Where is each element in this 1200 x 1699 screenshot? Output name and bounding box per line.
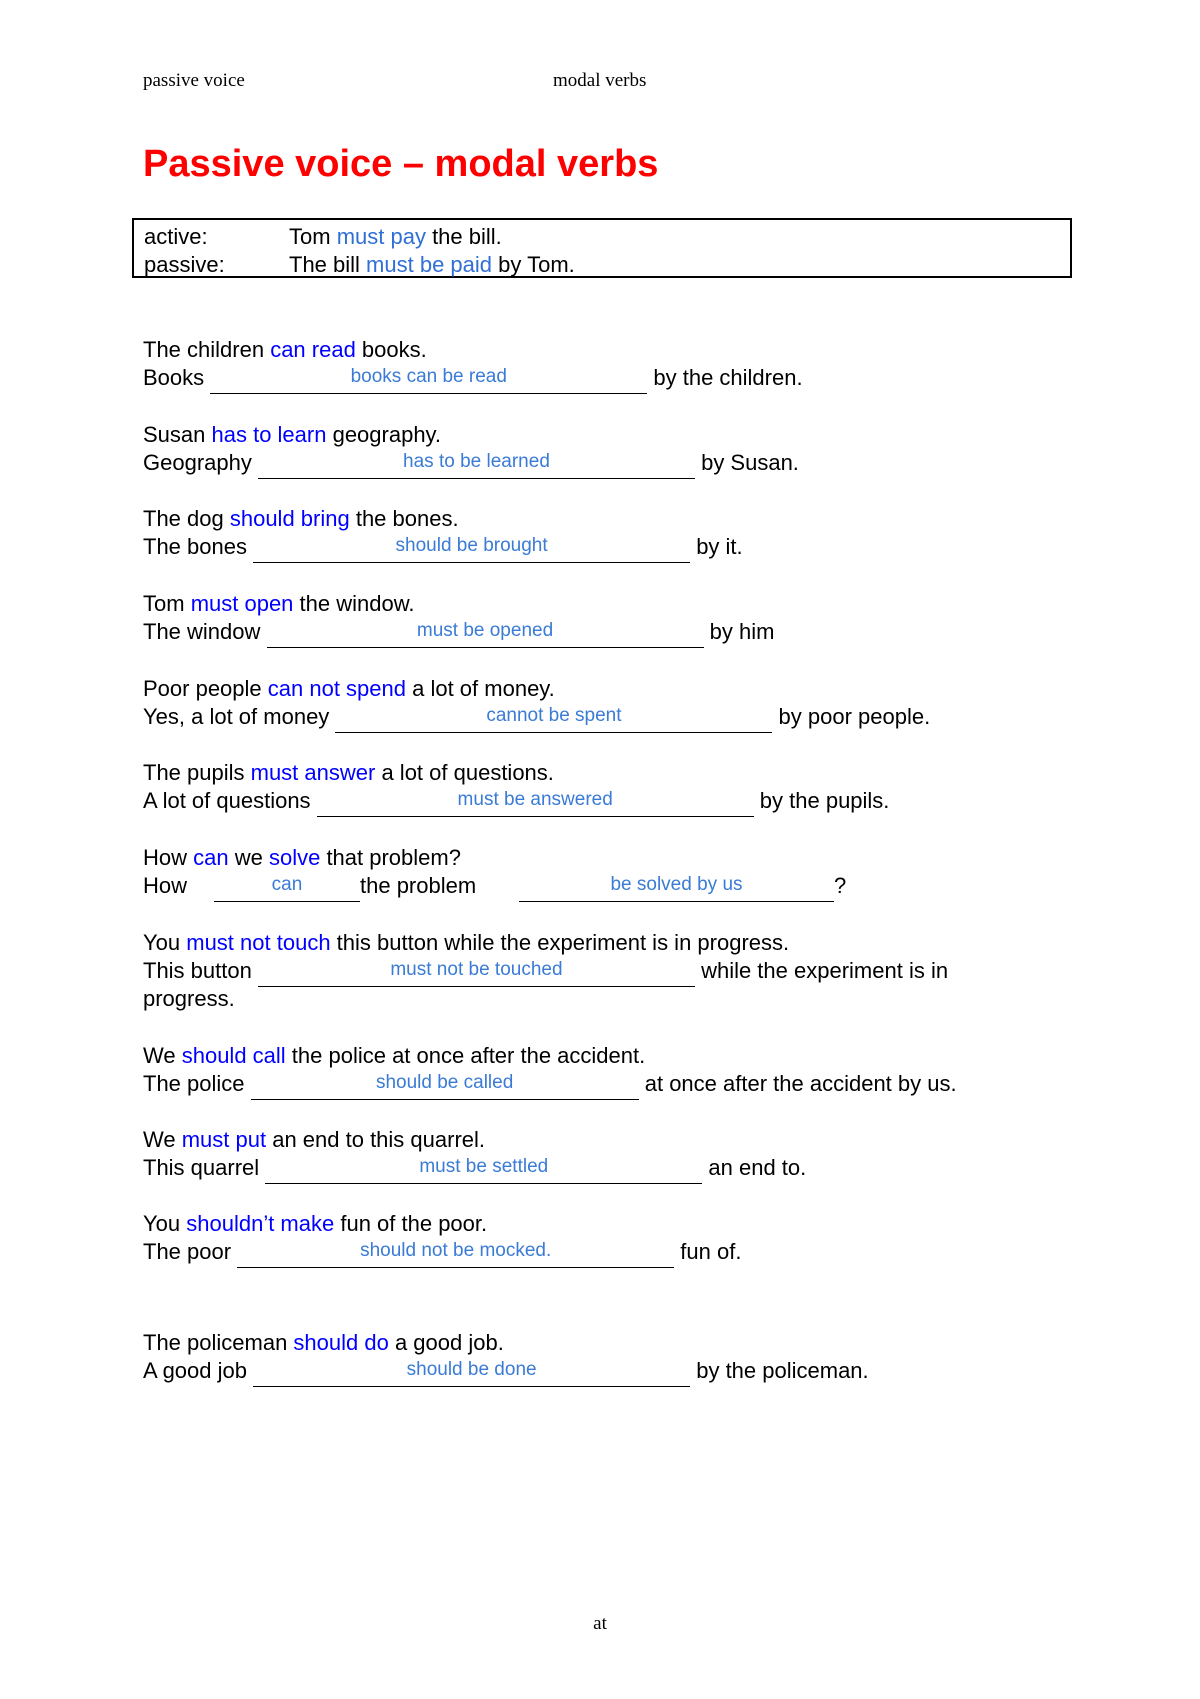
exercise-answer-line xyxy=(143,364,1073,392)
answer-text: must be opened xyxy=(416,620,554,641)
exercise-answer-line xyxy=(143,703,1073,731)
exercise-answer-line xyxy=(143,533,1073,561)
sentence-text: books. xyxy=(355,337,427,362)
exercise-answer-line xyxy=(143,1238,1073,1266)
exercise-item xyxy=(143,1210,1073,1266)
exercise-sentence xyxy=(143,505,1073,533)
sentence-text: You xyxy=(143,930,187,955)
sentence-text: Poor people xyxy=(143,676,268,701)
sentence-text: The dog xyxy=(143,506,230,531)
answer-blank xyxy=(237,1239,674,1268)
answer-suffix: ? xyxy=(834,873,847,898)
exercise-item xyxy=(143,421,1073,477)
example-box xyxy=(132,218,1072,278)
exercise-answer-line xyxy=(143,618,1073,646)
answer-blank xyxy=(317,788,754,817)
example-active-pre: Tom xyxy=(289,224,337,249)
sentence-text: the bones. xyxy=(349,506,459,531)
answer-prefix: A good job xyxy=(143,1358,254,1383)
modal-verb: must open xyxy=(190,591,294,616)
page-footer: at xyxy=(593,1613,607,1634)
answer-prefix: The poor xyxy=(143,1239,238,1264)
exercise-item xyxy=(143,590,1073,646)
exercise-item xyxy=(143,1329,1073,1385)
answer-blank xyxy=(251,1071,639,1100)
answer-suffix: an end to. xyxy=(702,1155,807,1180)
answer-text: can xyxy=(271,874,303,895)
exercise-item xyxy=(143,336,1073,392)
answer-text: has to be learned xyxy=(403,451,550,472)
modal-verb: must answer xyxy=(250,760,376,785)
modal-verb: can not spend xyxy=(267,676,406,701)
exercise-item xyxy=(143,1126,1073,1182)
main-verb: solve xyxy=(268,845,321,870)
answer-suffix: by it. xyxy=(690,534,743,559)
example-active-post: the bill. xyxy=(425,224,502,249)
sentence-text: You xyxy=(143,1211,187,1236)
sentence-text: we xyxy=(228,845,269,870)
exercise-item xyxy=(143,759,1073,815)
example-active xyxy=(144,223,1060,251)
answer-text: should not be mocked. xyxy=(360,1240,552,1261)
exercise-sentence xyxy=(143,1329,1073,1357)
answer-prefix: This quarrel xyxy=(143,1155,266,1180)
exercise-item xyxy=(143,844,1073,900)
sentence-text: a good job. xyxy=(388,1330,504,1355)
modal-verb: can read xyxy=(270,337,356,362)
answer-suffix: by poor people. xyxy=(772,704,931,729)
answer-blank xyxy=(519,873,834,902)
exercise-sentence xyxy=(143,759,1073,787)
exercise-item xyxy=(143,505,1073,561)
answer-prefix: A lot of questions xyxy=(143,788,317,813)
answer-suffix: at once after the accident by us. xyxy=(638,1071,957,1096)
exercise-sentence xyxy=(143,1210,1073,1238)
sentence-text: Tom xyxy=(143,591,191,616)
answer-blank xyxy=(214,873,360,902)
answer-blank xyxy=(210,365,647,394)
exercise-sentence xyxy=(143,1126,1073,1154)
answer-suffix: by the policeman. xyxy=(690,1358,869,1383)
answer-blank xyxy=(258,450,695,479)
example-passive-pre: The bill xyxy=(289,252,367,277)
answer-prefix: Yes, a lot of money xyxy=(143,704,336,729)
example-passive xyxy=(144,251,1060,279)
answer-text: cannot be spent xyxy=(486,705,622,726)
exercise-answer-line xyxy=(143,1357,1073,1385)
exercise-item xyxy=(143,675,1073,731)
sentence-text: The pupils xyxy=(143,760,251,785)
answer-prefix: How xyxy=(143,873,188,898)
exercise-item xyxy=(143,929,1073,1013)
modal-verb: must put xyxy=(181,1127,267,1152)
example-passive-label: passive: xyxy=(144,252,225,277)
answer-middle: the problem xyxy=(360,873,477,898)
exercise-answer-line xyxy=(143,872,1073,900)
modal-verb: should do xyxy=(293,1330,389,1355)
answer-suffix: by the children. xyxy=(647,365,803,390)
sentence-text: geography. xyxy=(326,422,442,447)
modal-verb: shouldn’t make xyxy=(186,1211,335,1236)
sentence-text: a lot of questions. xyxy=(375,760,554,785)
exercise-answer-line xyxy=(143,787,1073,815)
modal-verb: has to learn xyxy=(211,422,327,447)
modal-verb: can xyxy=(193,845,229,870)
answer-blank xyxy=(265,1155,702,1184)
example-passive-post: by Tom. xyxy=(492,252,575,277)
answer-text: should be brought xyxy=(395,535,548,556)
sentence-text: fun of the poor. xyxy=(334,1211,488,1236)
exercise-item xyxy=(143,1042,1073,1098)
exercise-sentence xyxy=(143,590,1073,618)
answer-text: be solved by us xyxy=(610,874,743,895)
example-passive-verb: must be paid xyxy=(366,252,493,277)
sentence-text: a lot of money. xyxy=(406,676,555,701)
answer-text: must not be touched xyxy=(390,959,563,980)
answer-text: books can be read xyxy=(350,366,507,387)
sentence-text: The children xyxy=(143,337,271,362)
answer-prefix: Geography xyxy=(143,450,258,475)
exercise-answer-line xyxy=(143,957,1073,985)
answer-prefix: Books xyxy=(143,365,211,390)
answer-blank xyxy=(258,958,695,987)
example-active-label: active: xyxy=(144,224,208,249)
answer-text: must be settled xyxy=(419,1156,549,1177)
sentence-text: an end to this quarrel. xyxy=(266,1127,486,1152)
exercise-sentence xyxy=(143,336,1073,364)
exercise-sentence xyxy=(143,844,1073,872)
sentence-text: We xyxy=(143,1043,182,1068)
answer-blank xyxy=(253,1358,690,1387)
answer-prefix: The police xyxy=(143,1071,251,1096)
answer-suffix: by him xyxy=(703,619,775,644)
answer-text: should be done xyxy=(406,1359,537,1380)
answer-text: should be called xyxy=(375,1072,514,1093)
exercise-sentence xyxy=(143,675,1073,703)
modal-verb: should bring xyxy=(229,506,350,531)
sentence-text: the window. xyxy=(293,591,415,616)
answer-suffix: by the pupils. xyxy=(753,788,890,813)
answer-blank xyxy=(335,704,772,733)
answer-suffix: while the experiment is in xyxy=(694,958,949,983)
header-left: passive voice xyxy=(143,70,245,91)
exercise-answer-line xyxy=(143,1070,1073,1098)
exercise-answer-line xyxy=(143,1154,1073,1182)
sentence-text: this button while the experiment is in progress. xyxy=(330,930,790,955)
answer-blank xyxy=(253,534,690,563)
answer-suffix: by Susan. xyxy=(694,450,799,475)
sentence-text: Susan xyxy=(143,422,212,447)
answer-prefix: This button xyxy=(143,958,258,983)
exercise-answer-line xyxy=(143,449,1073,477)
exercise-sentence xyxy=(143,421,1073,449)
sentence-text: How xyxy=(143,845,194,870)
sentence-text: The policeman xyxy=(143,1330,294,1355)
sentence-text: the police at once after the accident. xyxy=(285,1043,646,1068)
answer-text: must be answered xyxy=(457,789,613,810)
answer-prefix: The bones xyxy=(143,534,254,559)
answer-suffix: fun of. xyxy=(674,1239,742,1264)
modal-verb: must not touch xyxy=(186,930,331,955)
exercise-sentence xyxy=(143,929,1073,957)
exercise-answer-continuation: progress. xyxy=(143,986,235,1011)
sentence-text: We xyxy=(143,1127,182,1152)
answer-blank xyxy=(267,619,704,648)
answer-prefix: The window xyxy=(143,619,267,644)
modal-verb: should call xyxy=(181,1043,286,1068)
sentence-text: that problem? xyxy=(320,845,461,870)
page-title: Passive voice – modal verbs xyxy=(143,143,659,185)
exercise-sentence xyxy=(143,1042,1073,1070)
header-center: modal verbs xyxy=(553,70,647,91)
example-active-verb: must pay xyxy=(336,224,426,249)
